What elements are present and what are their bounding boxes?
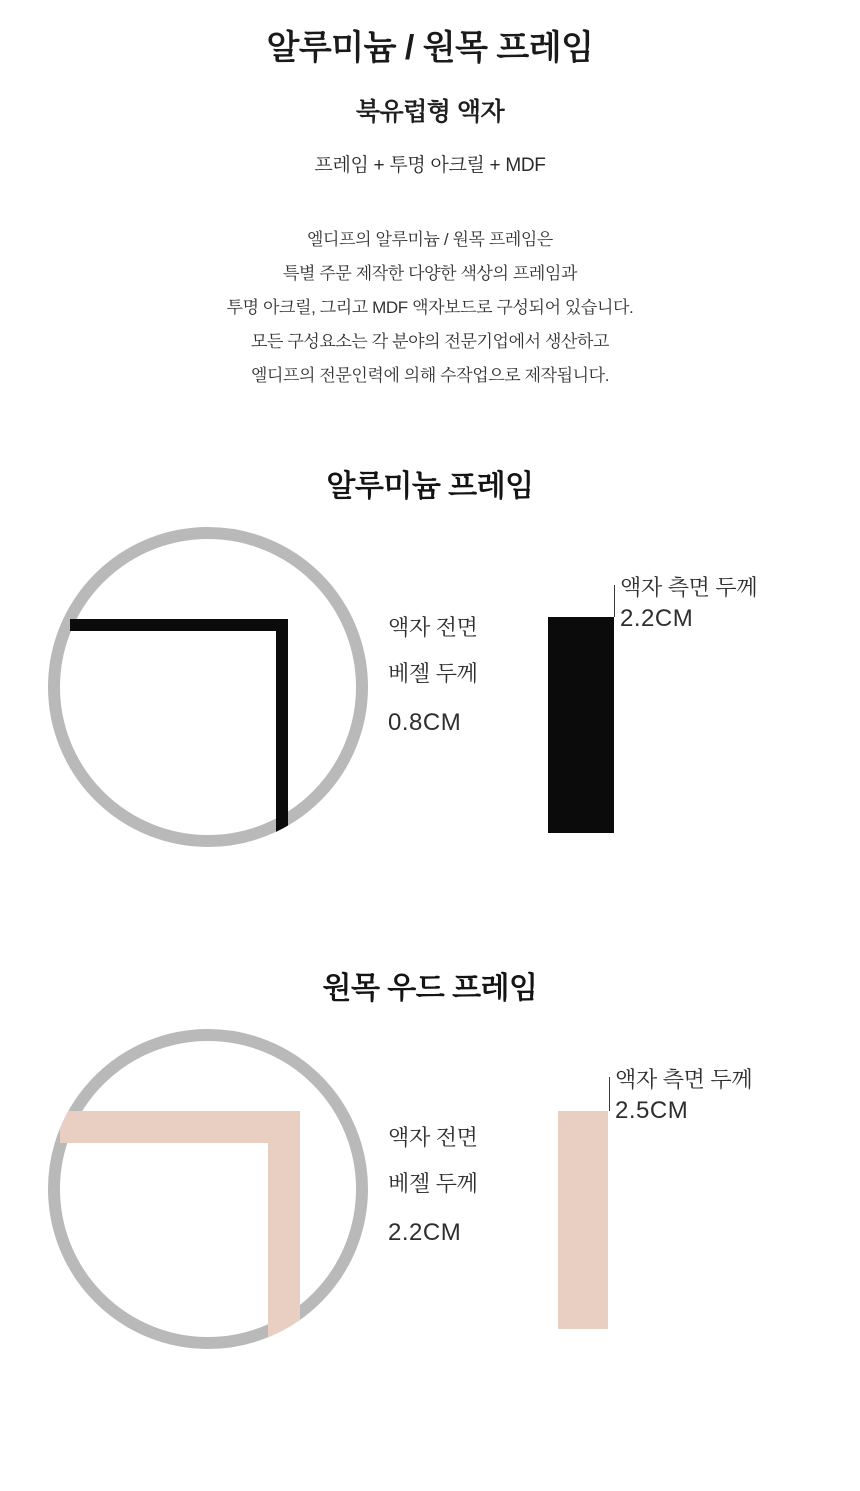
frame-corner-shape [60, 1111, 305, 1349]
aluminum-bezel-label [388, 605, 478, 748]
bezel-value: 0.8CM [388, 708, 462, 736]
side-label-text: 액자 측면 두께 [620, 575, 758, 601]
side-value: 2.5CM [615, 1096, 689, 1124]
measure-tick [609, 1077, 610, 1111]
wood-bezel-label [388, 1115, 478, 1258]
aluminum-side-diagram [548, 555, 848, 855]
side-thickness-bar [548, 617, 614, 833]
frame-corner-shape [70, 619, 300, 847]
frame-corner-horizontal-bar [60, 1111, 300, 1143]
side-thickness-bar [558, 1111, 608, 1329]
description-line: 투명 아크릴, 그리고 MDF 액자보드로 구성되어 있습니다. [226, 298, 634, 318]
corner-clip [48, 527, 368, 847]
wood-side-label [615, 1065, 752, 1127]
aluminum-side-label [620, 573, 757, 635]
frame-corner-vertical-bar [268, 1111, 300, 1349]
description-line: 특별 주문 제작한 다양한 색상의 프레임과 [283, 264, 577, 284]
wood-side-diagram [558, 1057, 858, 1357]
description-line: 모든 구성요소는 각 분야의 전문기업에서 생산하고 [250, 332, 610, 352]
page-subtitle: 북유럽형 액자 [355, 98, 505, 127]
page-title: 알루미늄 / 원목 프레임 [266, 29, 594, 67]
frame-corner-horizontal-bar [70, 619, 288, 631]
frame-corner-vertical-bar [276, 619, 288, 847]
aluminum-corner-diagram [48, 527, 368, 847]
diagram-wood [0, 1029, 860, 1369]
bezel-label-line1: 액자 전면 [388, 1125, 478, 1151]
diagram-aluminum [0, 527, 860, 867]
side-label-text: 액자 측면 두께 [615, 1067, 753, 1093]
section-title-aluminum: 알루미늄 프레임 [326, 470, 534, 504]
bezel-label-line2: 베젤 두께 [388, 661, 478, 687]
description-line: 엘디프의 알루미늄 / 원목 프레임은 [307, 230, 553, 250]
corner-clip [48, 1029, 368, 1349]
description-block [0, 223, 860, 393]
wood-corner-diagram [48, 1029, 368, 1349]
section-title-wood: 원목 우드 프레임 [322, 972, 538, 1006]
bezel-label-line1: 액자 전면 [388, 615, 478, 641]
composition-text: 프레임 + 투명 아크릴 + MDF [314, 155, 546, 177]
description-line: 엘디프의 전문인력에 의해 수작업으로 제작됩니다. [250, 366, 610, 386]
measure-tick [614, 585, 615, 617]
side-value: 2.2CM [620, 604, 694, 632]
bezel-label-line2: 베젤 두께 [388, 1171, 478, 1197]
bezel-value: 2.2CM [388, 1218, 462, 1246]
header [0, 0, 860, 177]
